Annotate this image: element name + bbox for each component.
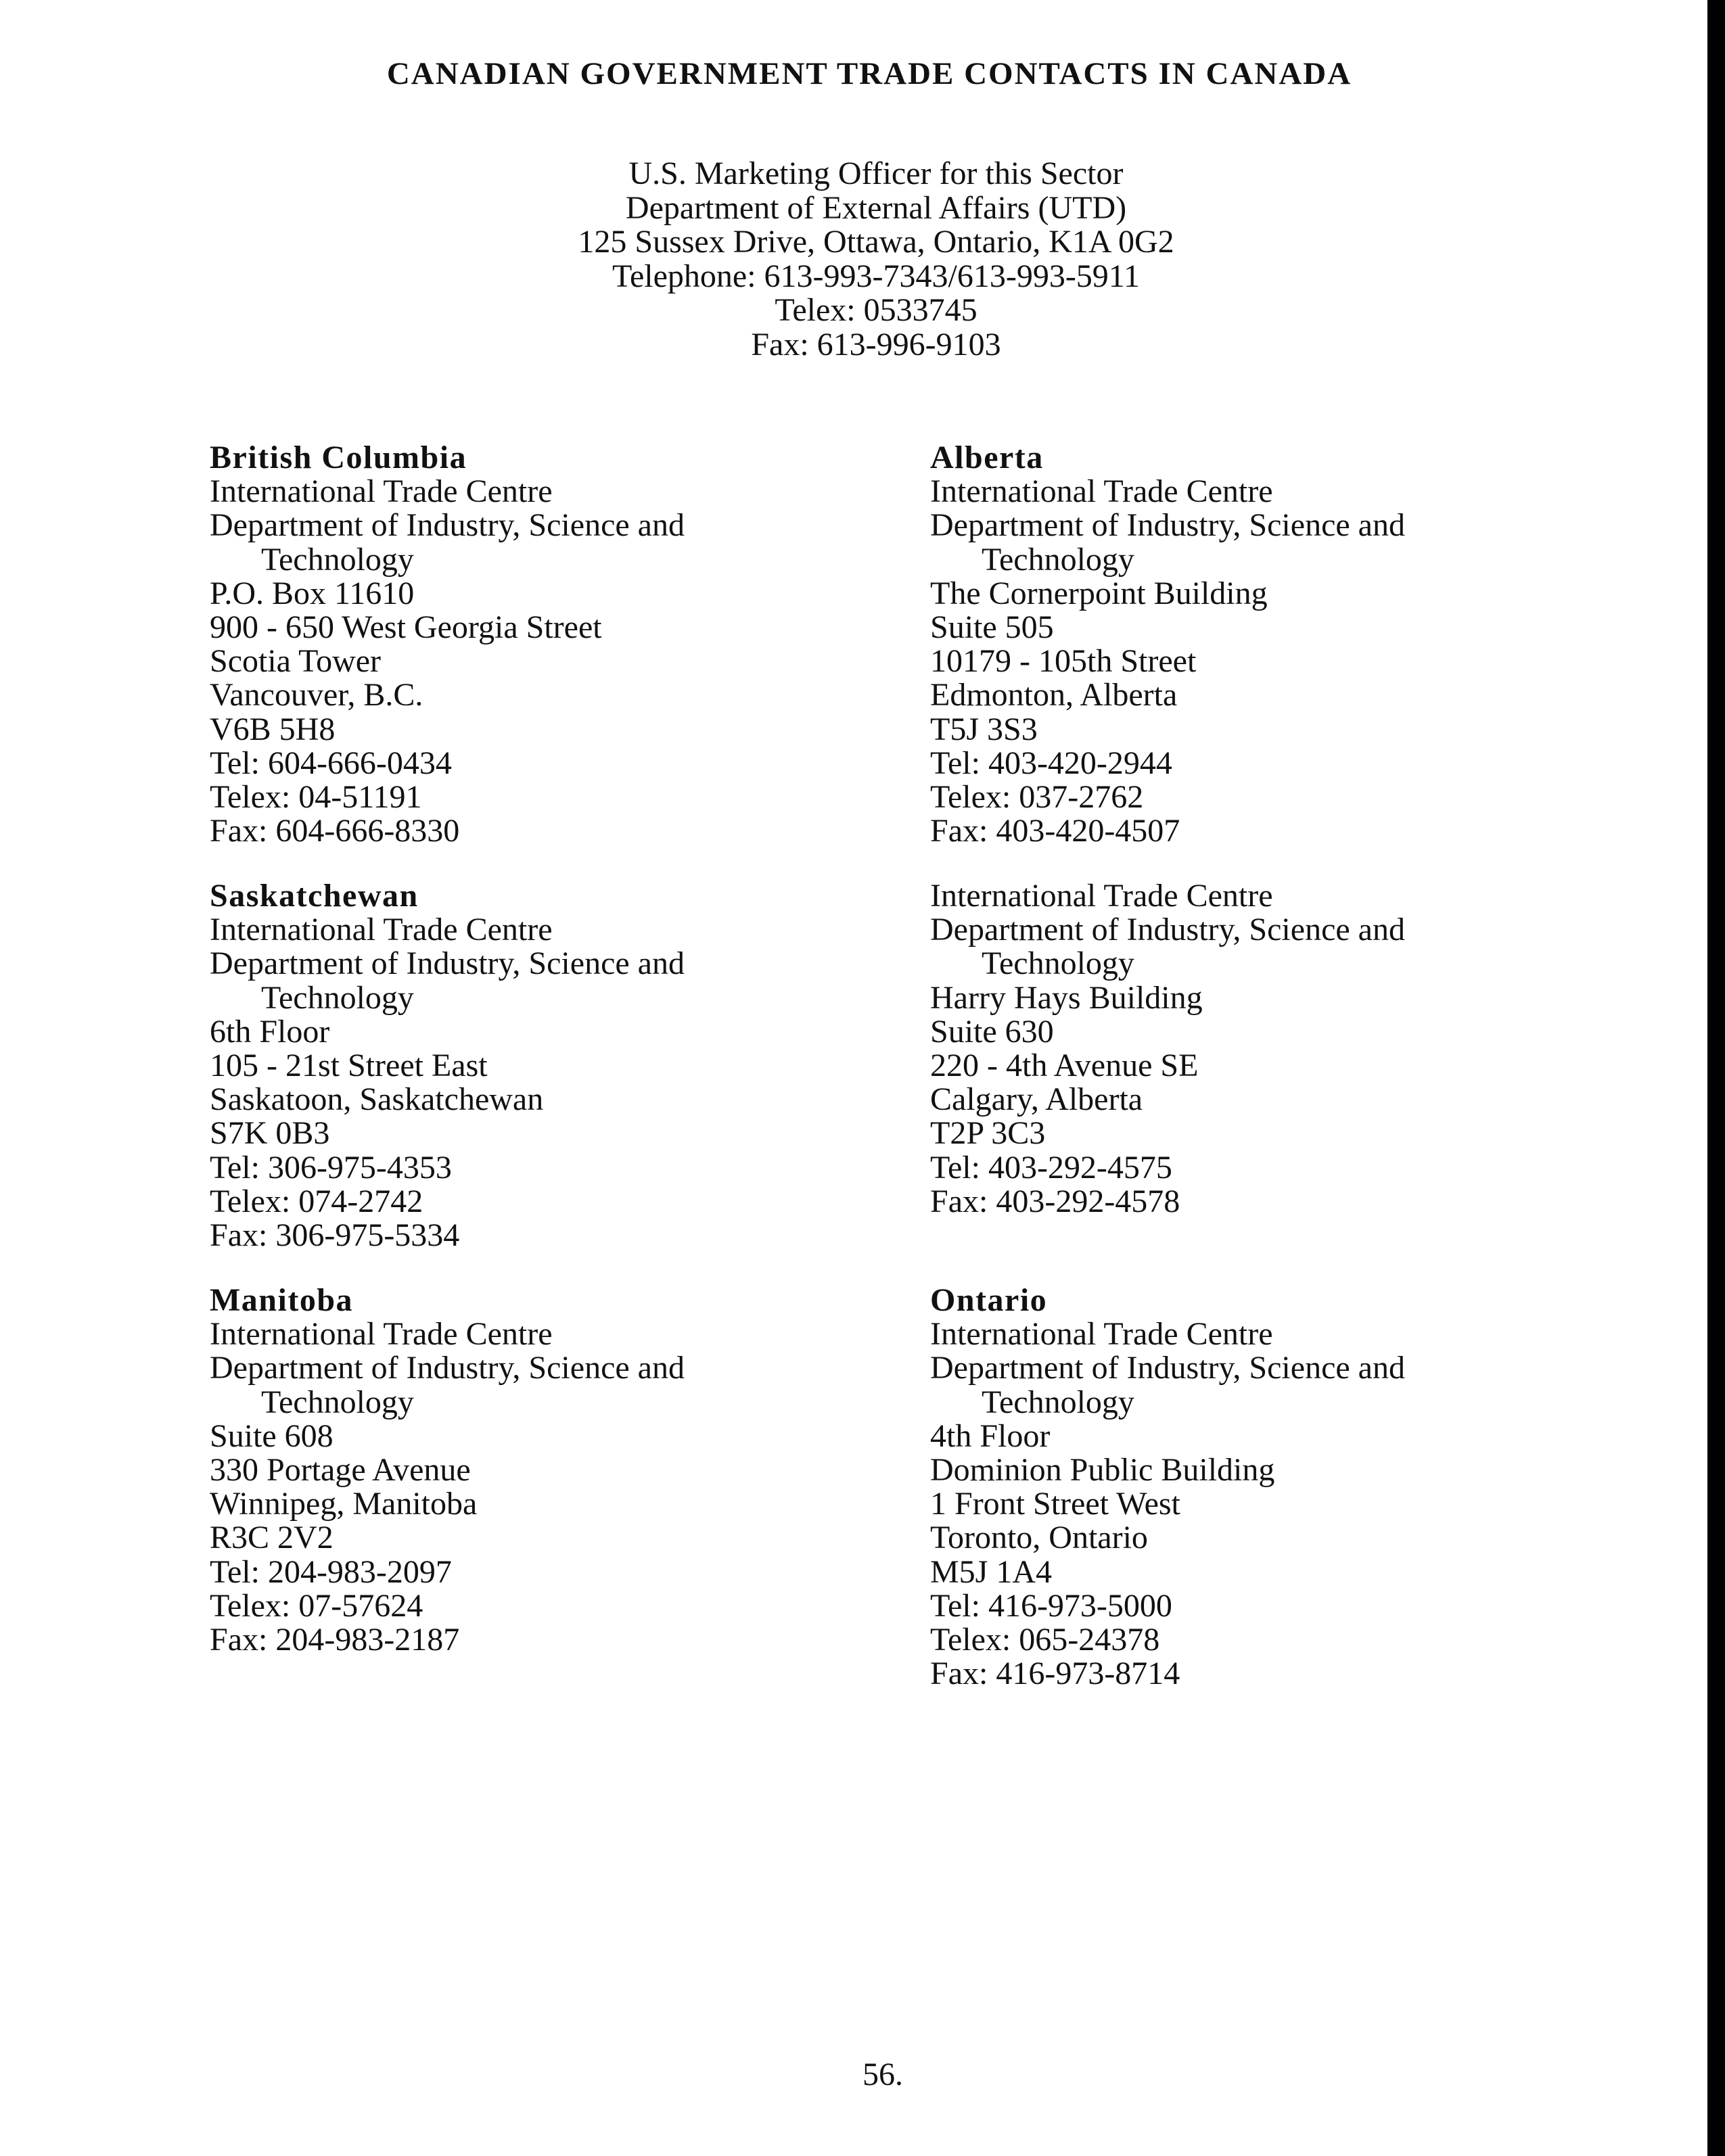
office-line: International Trade Centre	[930, 473, 1273, 510]
page-number: 56.	[862, 2057, 903, 2092]
office-line: Suite 608	[210, 1417, 334, 1454]
office-line: S7K 0B3	[210, 1115, 330, 1152]
office-line: Scotia Tower	[210, 643, 382, 680]
office-line: International Trade Centre	[210, 912, 553, 948]
office-telex: Telex: 065-24378	[930, 1622, 1160, 1658]
office-fax: Fax: 604-666-8330	[210, 813, 460, 849]
office-telex: Telex: 037-2762	[930, 779, 1144, 816]
province-heading: Alberta	[930, 440, 1044, 475]
office-ontario	[930, 1284, 1405, 1691]
office-line: T2P 3C3	[930, 1115, 1046, 1152]
office-line: 6th Floor	[210, 1013, 330, 1050]
office-line: Department of Industry, Science and	[930, 1350, 1405, 1386]
office-line: 330 Portage Avenue	[210, 1452, 471, 1489]
office-line: T5J 3S3	[930, 711, 1038, 747]
office-line: Calgary, Alberta	[930, 1081, 1143, 1118]
office-british-columbia	[210, 441, 685, 848]
office-fax: Fax: 204-983-2187	[210, 1622, 460, 1658]
office-line: Department of Industry, Science and	[930, 912, 1405, 948]
office-line: Toronto, Ontario	[930, 1520, 1148, 1556]
office-line: 900 - 650 West Georgia Street	[210, 609, 602, 646]
office-line: V6B 5H8	[210, 711, 336, 747]
marketing-officer-contact	[0, 157, 1725, 362]
office-line: International Trade Centre	[210, 1316, 553, 1353]
office-line: 105 - 21st Street East	[210, 1048, 488, 1084]
office-line: Winnipeg, Manitoba	[210, 1486, 478, 1522]
office-line: Department of Industry, Science and	[930, 507, 1405, 544]
office-line: Dominion Public Building	[930, 1452, 1275, 1489]
office-tel: Tel: 306-975-4353	[210, 1149, 452, 1186]
office-line: Harry Hays Building	[930, 979, 1203, 1016]
office-alberta-edmonton	[930, 441, 1405, 848]
office-line: International Trade Centre	[210, 473, 553, 510]
province-heading: Saskatchewan	[210, 878, 419, 914]
office-fax: Fax: 416-973-8714	[930, 1656, 1180, 1692]
office-telex: Telex: 04-51191	[210, 779, 422, 816]
office-tel: Tel: 604-666-0434	[210, 745, 452, 781]
office-line: 10179 - 105th Street	[930, 643, 1197, 680]
office-line: Technology	[982, 945, 1134, 982]
office-line: Suite 505	[930, 609, 1054, 646]
office-line: Technology	[261, 979, 414, 1016]
office-alberta-calgary	[930, 879, 1405, 1219]
office-fax: Fax: 403-292-4578	[930, 1183, 1180, 1219]
office-line: 1 Front Street West	[930, 1486, 1180, 1522]
office-fax: Fax: 306-975-5334	[210, 1217, 460, 1254]
office-line: Department of Industry, Science and	[210, 1350, 685, 1386]
header-line-fax: Fax: 613-996-9103	[751, 326, 1001, 362]
page-title: CANADIAN GOVERNMENT TRADE CONTACTS IN CANADA	[386, 56, 1352, 91]
office-line: International Trade Centre	[930, 1316, 1273, 1353]
header-line-department: Department of External Affairs (UTD)	[625, 189, 1127, 226]
province-heading: British Columbia	[210, 440, 467, 475]
header-line-telephone: Telephone: 613-993-7343/613-993-5911	[612, 258, 1141, 294]
office-line: R3C 2V2	[210, 1520, 334, 1556]
header-line-telex: Telex: 0533745	[775, 292, 978, 328]
office-line: Technology	[261, 1384, 414, 1420]
office-manitoba	[210, 1284, 685, 1657]
office-tel: Tel: 204-983-2097	[210, 1553, 452, 1590]
province-heading: Manitoba	[210, 1282, 354, 1318]
office-line: 4th Floor	[930, 1417, 1051, 1454]
office-line: P.O. Box 11610	[210, 575, 415, 611]
office-line: International Trade Centre	[930, 878, 1273, 914]
office-fax: Fax: 403-420-4507	[930, 813, 1180, 849]
office-telex: Telex: 07-57624	[210, 1587, 423, 1624]
province-heading: Ontario	[930, 1282, 1048, 1318]
office-line: Saskatoon, Saskatchewan	[210, 1081, 544, 1118]
office-tel: Tel: 403-420-2944	[930, 745, 1172, 781]
office-tel: Tel: 416-973-5000	[930, 1587, 1172, 1624]
office-line: Edmonton, Alberta	[930, 677, 1178, 713]
header-line-officer: U.S. Marketing Officer for this Sector	[628, 156, 1124, 191]
office-line: Technology	[261, 541, 414, 578]
office-tel: Tel: 403-292-4575	[930, 1149, 1172, 1186]
office-telex: Telex: 074-2742	[210, 1183, 423, 1219]
office-line: Department of Industry, Science and	[210, 945, 685, 982]
office-line: Suite 630	[930, 1013, 1054, 1050]
office-line: 220 - 4th Avenue SE	[930, 1048, 1199, 1084]
office-line: The Cornerpoint Building	[930, 575, 1268, 611]
office-line: Technology	[982, 1384, 1134, 1420]
office-line: Department of Industry, Science and	[210, 507, 685, 544]
office-line: Technology	[982, 541, 1134, 578]
office-line: Vancouver, B.C.	[210, 677, 423, 713]
office-saskatchewan	[210, 879, 685, 1252]
office-line: M5J 1A4	[930, 1553, 1053, 1590]
header-line-address: 125 Sussex Drive, Ottawa, Ontario, K1A 0G2	[578, 224, 1174, 260]
